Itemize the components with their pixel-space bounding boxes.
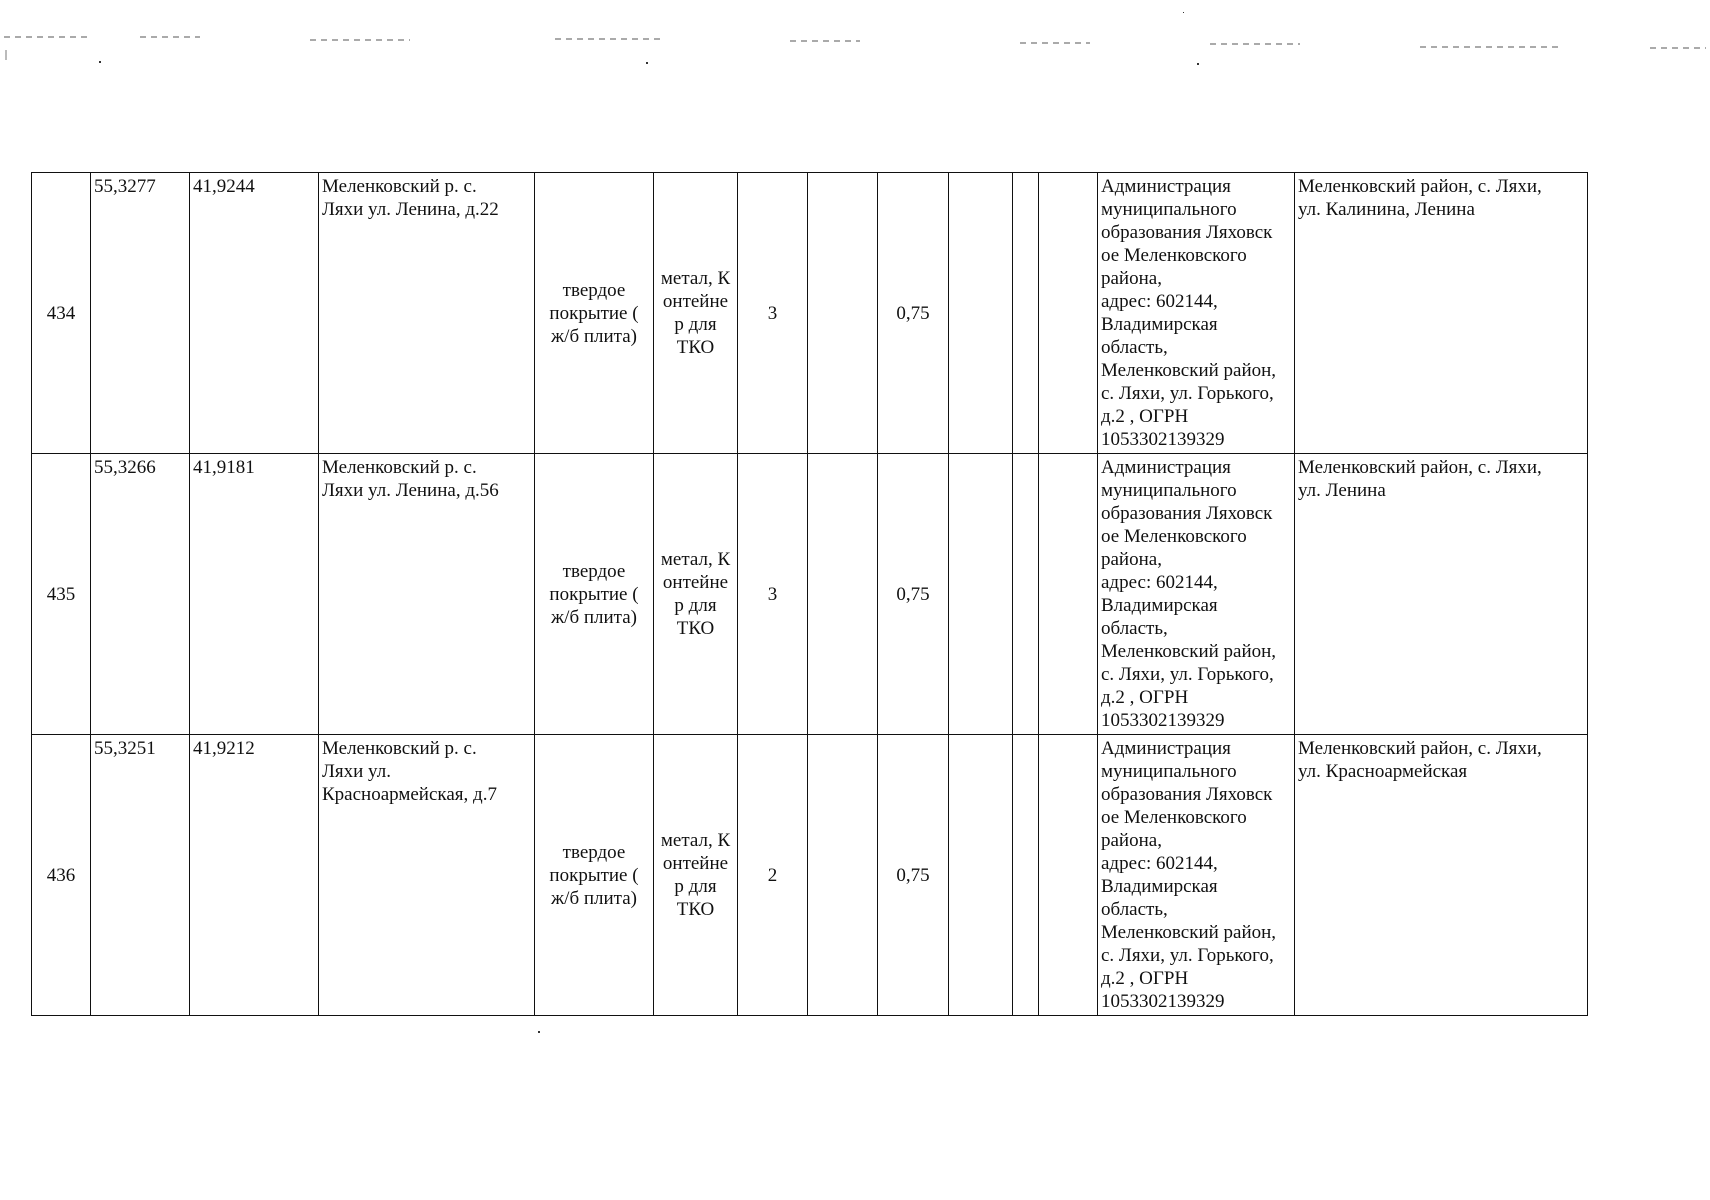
owner-cell-line: 1053302139329 bbox=[1101, 429, 1225, 450]
waste-source-cell-line: Меленковский район, с. Ляхи, bbox=[1298, 457, 1542, 478]
surface-cell-line: ж/б плита) bbox=[551, 606, 637, 628]
owner-cell-line: Меленковский район, bbox=[1101, 360, 1277, 381]
table-row bbox=[32, 735, 1588, 1016]
owner-cell-line: с. Ляхи, ул. Горького, bbox=[1101, 383, 1274, 404]
waste-source-cell-line: ул. Красноармейская bbox=[1298, 761, 1468, 782]
empty-cell bbox=[808, 454, 878, 735]
owner-cell-line: Владимирская bbox=[1101, 314, 1218, 335]
container-type-cell-line: метал, К bbox=[660, 268, 731, 289]
latitude-cell: 55,3277 bbox=[91, 173, 190, 454]
empty-cell bbox=[1013, 735, 1039, 1016]
surface-cell bbox=[535, 454, 654, 735]
container-type-cell-line: онтейне bbox=[662, 572, 729, 593]
owner-cell-line: Владимирская bbox=[1101, 595, 1218, 616]
container-count-cell: 3 bbox=[738, 173, 808, 454]
owner-cell-line: Администрация bbox=[1101, 457, 1231, 478]
waste-source-cell bbox=[1295, 454, 1588, 735]
empty-cell bbox=[949, 173, 1013, 454]
owner-cell-line: с. Ляхи, ул. Горького, bbox=[1101, 945, 1274, 966]
longitude-cell: 41,9212 bbox=[190, 735, 319, 1016]
owner-cell-line: область, bbox=[1101, 337, 1168, 358]
container-type-cell-line: р для bbox=[674, 314, 717, 335]
owner-cell-line: Администрация bbox=[1101, 176, 1231, 197]
surface-cell bbox=[535, 735, 654, 1016]
waste-source-cell bbox=[1295, 735, 1588, 1016]
empty-cell bbox=[1039, 454, 1098, 735]
surface-cell-line: твердое bbox=[562, 279, 626, 301]
owner-cell-line: д.2 , ОГРН bbox=[1101, 968, 1189, 989]
table-row bbox=[32, 173, 1588, 454]
waste-source-cell-line: Меленковский район, с. Ляхи, bbox=[1298, 738, 1542, 759]
address-cell-line: Меленковский р. с. bbox=[322, 457, 477, 478]
container-type-cell-line: р для bbox=[674, 595, 717, 616]
scan-speck bbox=[1183, 12, 1184, 13]
owner-cell-line: муниципального bbox=[1101, 480, 1237, 501]
owner-cell-line: Администрация bbox=[1101, 738, 1231, 759]
owner-cell-line: района, bbox=[1101, 549, 1162, 570]
owner-cell-line: область, bbox=[1101, 618, 1168, 639]
empty-cell bbox=[949, 454, 1013, 735]
address-cell bbox=[319, 735, 535, 1016]
address-cell-line: Красноармейская, д.7 bbox=[322, 784, 497, 805]
empty-cell bbox=[808, 735, 878, 1016]
owner-cell-line: ое Меленковского bbox=[1101, 245, 1247, 266]
container-type-cell-line: онтейне bbox=[662, 853, 729, 874]
waste-source-cell bbox=[1295, 173, 1588, 454]
scan-speck bbox=[538, 1031, 540, 1033]
container-count-cell: 2 bbox=[738, 735, 808, 1016]
table-row bbox=[32, 454, 1588, 735]
container-type-cell-line: метал, К bbox=[660, 549, 731, 570]
container-type-cell-line: ТКО bbox=[676, 899, 715, 920]
empty-cell bbox=[1013, 454, 1039, 735]
container-type-cell-line: онтейне bbox=[662, 291, 729, 312]
surface-cell bbox=[535, 173, 654, 454]
owner-cell-line: адрес: 602144, bbox=[1101, 853, 1218, 874]
empty-cell bbox=[1039, 735, 1098, 1016]
container-volume-cell: 0,75 bbox=[878, 735, 949, 1016]
owner-cell bbox=[1098, 454, 1295, 735]
empty-cell bbox=[1013, 173, 1039, 454]
owner-cell-line: область, bbox=[1101, 899, 1168, 920]
owner-cell bbox=[1098, 735, 1295, 1016]
scan-speck bbox=[99, 61, 101, 63]
owner-cell-line: Меленковский район, bbox=[1101, 922, 1277, 943]
container-volume-cell: 0,75 bbox=[878, 173, 949, 454]
address-cell bbox=[319, 454, 535, 735]
container-type-cell-line: ТКО bbox=[676, 337, 715, 358]
owner-cell bbox=[1098, 173, 1295, 454]
owner-cell-line: района, bbox=[1101, 268, 1162, 289]
surface-cell-line: покрытие ( bbox=[549, 864, 639, 886]
address-cell-line: Ляхи ул. bbox=[322, 761, 391, 782]
latitude-cell: 55,3251 bbox=[91, 735, 190, 1016]
address-cell-line: Меленковский р. с. bbox=[322, 738, 477, 759]
container-type-cell bbox=[654, 173, 738, 454]
address-cell-line: Ляхи ул. Ленина, д.56 bbox=[322, 480, 499, 501]
empty-cell bbox=[949, 735, 1013, 1016]
owner-cell-line: образования Ляховск bbox=[1101, 784, 1273, 805]
surface-cell-line: покрытие ( bbox=[549, 583, 639, 605]
owner-cell-line: 1053302139329 bbox=[1101, 991, 1225, 1012]
scan-speck bbox=[1197, 63, 1199, 65]
longitude-cell: 41,9181 bbox=[190, 454, 319, 735]
longitude-cell: 41,9244 bbox=[190, 173, 319, 454]
container-count-cell: 3 bbox=[738, 454, 808, 735]
row-number: 435 bbox=[32, 454, 91, 735]
surface-cell-line: покрытие ( bbox=[549, 302, 639, 324]
waste-source-cell-line: ул. Калинина, Ленина bbox=[1298, 199, 1475, 220]
owner-cell-line: с. Ляхи, ул. Горького, bbox=[1101, 664, 1274, 685]
waste-source-cell-line: ул. Ленина bbox=[1298, 480, 1386, 501]
surface-cell-line: твердое bbox=[562, 841, 626, 863]
row-number: 434 bbox=[32, 173, 91, 454]
owner-cell-line: адрес: 602144, bbox=[1101, 572, 1218, 593]
container-volume-cell: 0,75 bbox=[878, 454, 949, 735]
address-cell-line: Меленковский р. с. bbox=[322, 176, 477, 197]
container-type-cell bbox=[654, 735, 738, 1016]
address-cell-line: Ляхи ул. Ленина, д.22 bbox=[322, 199, 499, 220]
latitude-cell: 55,3266 bbox=[91, 454, 190, 735]
owner-cell-line: ое Меленковского bbox=[1101, 526, 1247, 547]
owner-cell-line: д.2 , ОГРН bbox=[1101, 687, 1189, 708]
owner-cell-line: д.2 , ОГРН bbox=[1101, 406, 1189, 427]
owner-cell-line: муниципального bbox=[1101, 199, 1237, 220]
owner-cell-line: Меленковский район, bbox=[1101, 641, 1277, 662]
container-type-cell-line: ТКО bbox=[676, 618, 715, 639]
scan-edge-artifacts bbox=[0, 0, 1710, 60]
owner-cell-line: района, bbox=[1101, 830, 1162, 851]
owner-cell-line: образования Ляховск bbox=[1101, 503, 1273, 524]
owner-cell-line: образования Ляховск bbox=[1101, 222, 1273, 243]
address-cell bbox=[319, 173, 535, 454]
owner-cell-line: ое Меленковского bbox=[1101, 807, 1247, 828]
scan-speck bbox=[646, 62, 648, 64]
waste-sites-table bbox=[31, 172, 1588, 1016]
owner-cell-line: адрес: 602144, bbox=[1101, 291, 1218, 312]
owner-cell-line: муниципального bbox=[1101, 761, 1237, 782]
container-type-cell-line: р для bbox=[674, 876, 717, 897]
waste-source-cell-line: Меленковский район, с. Ляхи, bbox=[1298, 176, 1542, 197]
empty-cell bbox=[808, 173, 878, 454]
owner-cell-line: Владимирская bbox=[1101, 876, 1218, 897]
empty-cell bbox=[1039, 173, 1098, 454]
surface-cell-line: ж/б плита) bbox=[551, 325, 637, 347]
surface-cell-line: ж/б плита) bbox=[551, 887, 637, 909]
container-type-cell bbox=[654, 454, 738, 735]
owner-cell-line: 1053302139329 bbox=[1101, 710, 1225, 731]
container-type-cell-line: метал, К bbox=[660, 830, 731, 851]
row-number: 436 bbox=[32, 735, 91, 1016]
surface-cell-line: твердое bbox=[562, 560, 626, 582]
